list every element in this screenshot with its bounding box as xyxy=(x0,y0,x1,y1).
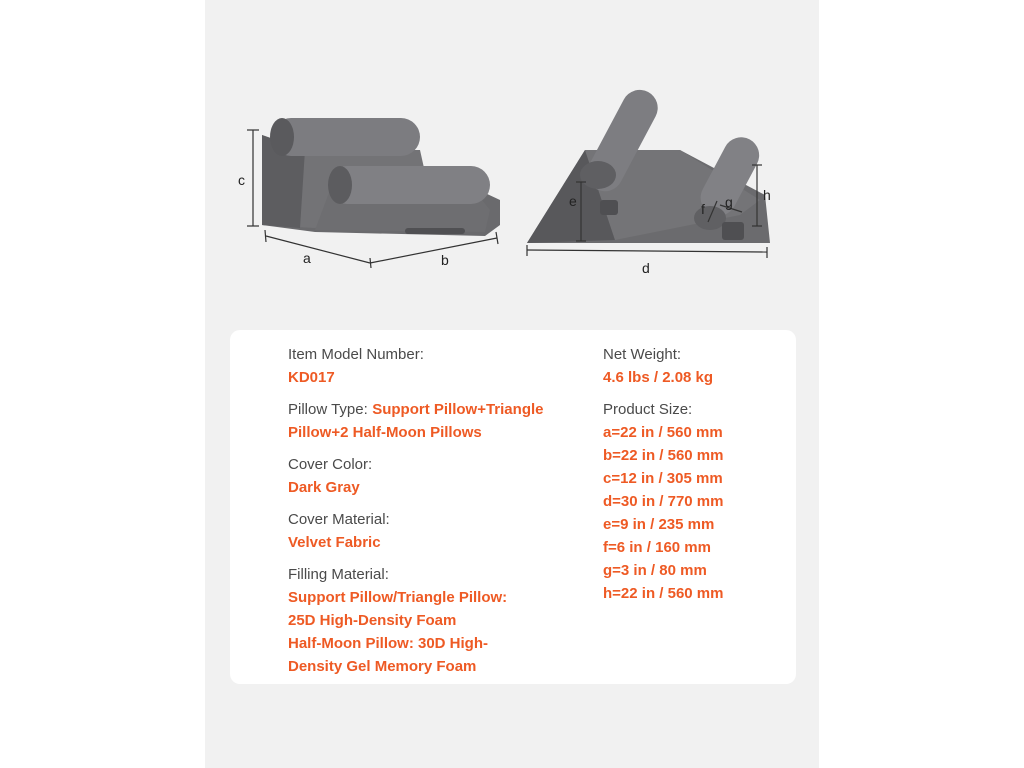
dim-label-e: e xyxy=(569,193,577,209)
spec-label: Item Model Number: xyxy=(288,346,424,363)
spec-cover-color xyxy=(288,453,568,499)
dim-label-b: b xyxy=(441,252,449,268)
size-line: c=12 in / 305 mm xyxy=(603,470,723,487)
size-line: g=3 in / 80 mm xyxy=(603,562,707,579)
spec-pillow-type xyxy=(288,398,568,444)
specs-left-column xyxy=(288,343,568,687)
spec-filling-material xyxy=(288,563,568,678)
spec-value: Velvet Fabric xyxy=(288,534,381,551)
spec-product-size xyxy=(603,398,783,605)
dim-label-d: d xyxy=(642,260,650,276)
spec-label: Product Size: xyxy=(603,401,693,418)
spec-value: Dark Gray xyxy=(288,479,360,496)
spec-value: Support Pillow+Triangle xyxy=(372,401,544,418)
size-line: e=9 in / 235 mm xyxy=(603,516,715,533)
spec-value: 4.6 lbs / 2.08 kg xyxy=(603,369,714,386)
dim-label-g: g xyxy=(725,194,733,210)
spec-value-line: 25D High-Density Foam xyxy=(288,612,457,629)
dim-label-a: a xyxy=(303,250,311,266)
size-line: f=6 in / 160 mm xyxy=(603,539,711,556)
product-dimension-figure xyxy=(0,0,1024,320)
dim-label-h: h xyxy=(763,187,771,203)
size-line: h=22 in / 560 mm xyxy=(603,585,724,602)
spec-net-weight xyxy=(603,343,783,389)
spec-item-model xyxy=(288,343,568,389)
spec-value-line: Support Pillow/Triangle Pillow: xyxy=(288,589,508,606)
spec-label: Cover Material: xyxy=(288,511,390,528)
spec-cover-material xyxy=(288,508,568,554)
dim-label-f: f xyxy=(701,201,705,217)
spec-label: Filling Material: xyxy=(288,566,389,583)
pillow-set-illustration-left xyxy=(262,118,500,236)
spec-label: Net Weight: xyxy=(603,346,682,363)
spec-value-line: Half-Moon Pillow: 30D High- xyxy=(288,635,488,652)
spec-value: KD017 xyxy=(288,369,335,386)
spec-label: Cover Color: xyxy=(288,456,373,473)
spec-label: Pillow Type: xyxy=(288,401,368,418)
specifications-card xyxy=(230,330,796,684)
size-line: a=22 in / 560 mm xyxy=(603,424,723,441)
size-line: b=22 in / 560 mm xyxy=(603,447,724,464)
spec-value-line: Density Gel Memory Foam xyxy=(288,658,477,675)
dim-label-c: c xyxy=(238,172,245,188)
size-line: d=30 in / 770 mm xyxy=(603,493,724,510)
specs-right-column xyxy=(603,343,783,614)
pillow-set-illustration-right xyxy=(527,84,770,243)
spec-value-continued: Pillow+2 Half-Moon Pillows xyxy=(288,424,482,441)
